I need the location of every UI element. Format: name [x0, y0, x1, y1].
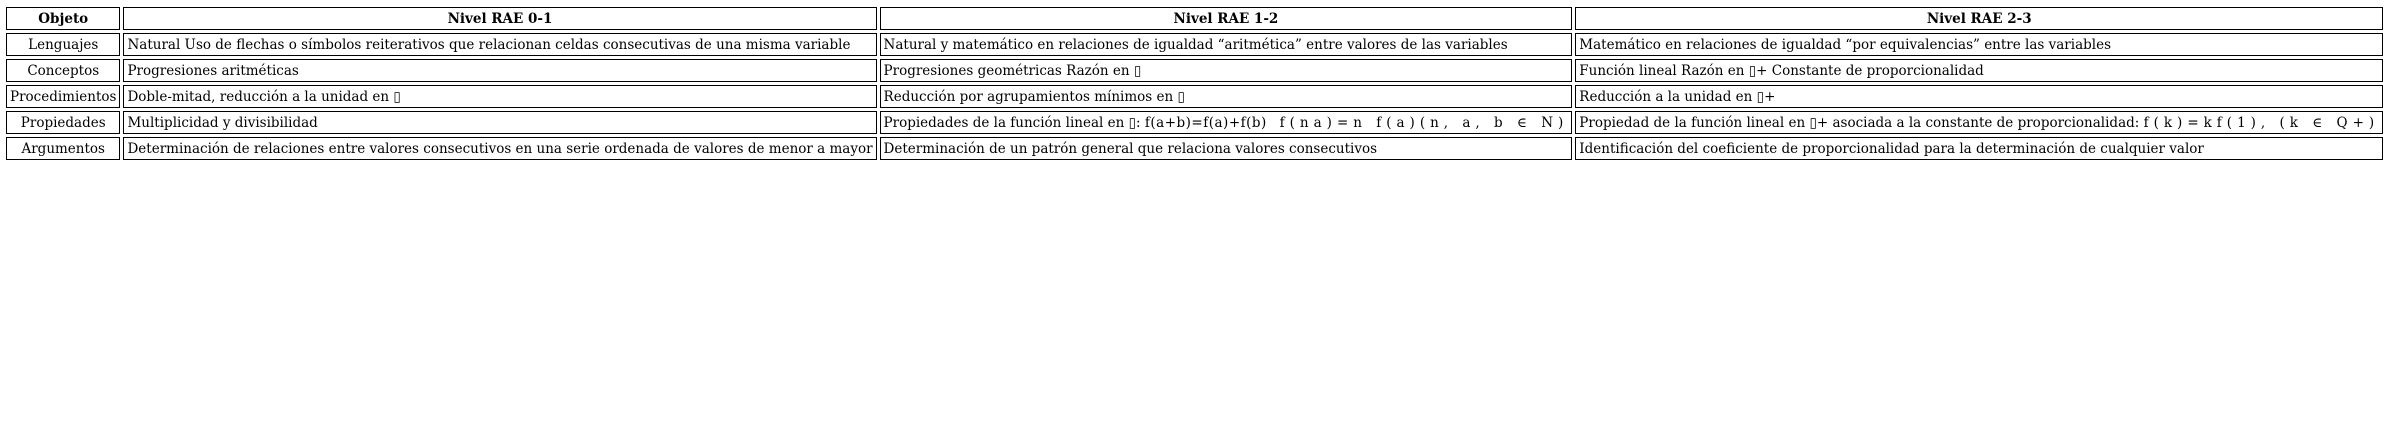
cell-rae-0-1: Progresiones aritméticas — [123, 59, 876, 82]
cell-rae-2-3: Matemático en relaciones de igualdad “por equivalencias” entre las variables — [1575, 33, 2383, 56]
cell-rae-1-2: Progresiones geométricas Razón en ▯ — [880, 59, 1573, 82]
cell-rae-2-3 — [1575, 111, 2383, 134]
rae-levels-table-container — [3, 4, 2386, 163]
cell-objeto: Lenguajes — [6, 33, 120, 56]
cell-rae-0-1: Multiplicidad y divisibilidad — [123, 111, 876, 134]
cell-rae-1-2: Determinación de un patrón general que relaciona valores consecutivos — [880, 137, 1573, 160]
rae-levels-table — [3, 4, 2386, 163]
formula-additivity: f(a+b)=f(a)+f(b) — [1144, 114, 1267, 131]
cell-objeto: Conceptos — [6, 59, 120, 82]
header-objeto: Objeto — [6, 7, 120, 30]
cell-rae-1-2: Reducción por agrupamientos mínimos en ▯ — [880, 85, 1573, 108]
formula-homogeneity: f(na)=n f(a)(n, a, b ∈ N) — [1279, 114, 1569, 131]
cell-rae-2-3: Reducción a la unidad en ▯+ — [1575, 85, 2383, 108]
cell-rae-2-3: Función lineal Razón en ▯+ Constante de proporcionalidad — [1575, 59, 2383, 82]
header-rae-1-2: Nivel RAE 1-2 — [880, 7, 1573, 30]
cell-rae-1-2: Natural y matemático en relaciones de igualdad “aritmética” entre valores de las variables — [880, 33, 1573, 56]
cell-rae-0-1: Doble-mitad, reducción a la unidad en ▯ — [123, 85, 876, 108]
properties-text: Propiedad de la función lineal en ▯+ asociada a la constante de proporcionalidad: — [1579, 114, 2144, 131]
header-rae-0-1: Nivel RAE 0-1 — [123, 7, 876, 30]
cell-objeto: Procedimientos — [6, 85, 120, 108]
table-row — [6, 137, 2383, 160]
cell-objeto: Argumentos — [6, 137, 120, 160]
cell-rae-2-3: Identificación del coeficiente de proporcionalidad para la determinación de cualquier valor — [1575, 137, 2383, 160]
table-header-row — [6, 7, 2383, 30]
table-row — [6, 59, 2383, 82]
formula-proportionality: f(k)=kf(1), (k ∈ Q+) — [2143, 114, 2380, 131]
table-row — [6, 33, 2383, 56]
cell-objeto: Propiedades — [6, 111, 120, 134]
cell-rae-1-2 — [880, 111, 1573, 134]
table-row — [6, 85, 2383, 108]
cell-rae-0-1: Determinación de relaciones entre valores consecutivos en una serie ordenada de valores de menor a mayor — [123, 137, 876, 160]
cell-rae-0-1: Natural Uso de flechas o símbolos reiterativos que relacionan celdas consecutivas de una misma variable — [123, 33, 876, 56]
properties-text: Propiedades de la función lineal en ▯: — [883, 114, 1145, 131]
header-rae-2-3: Nivel RAE 2-3 — [1575, 7, 2383, 30]
table-row — [6, 111, 2383, 134]
